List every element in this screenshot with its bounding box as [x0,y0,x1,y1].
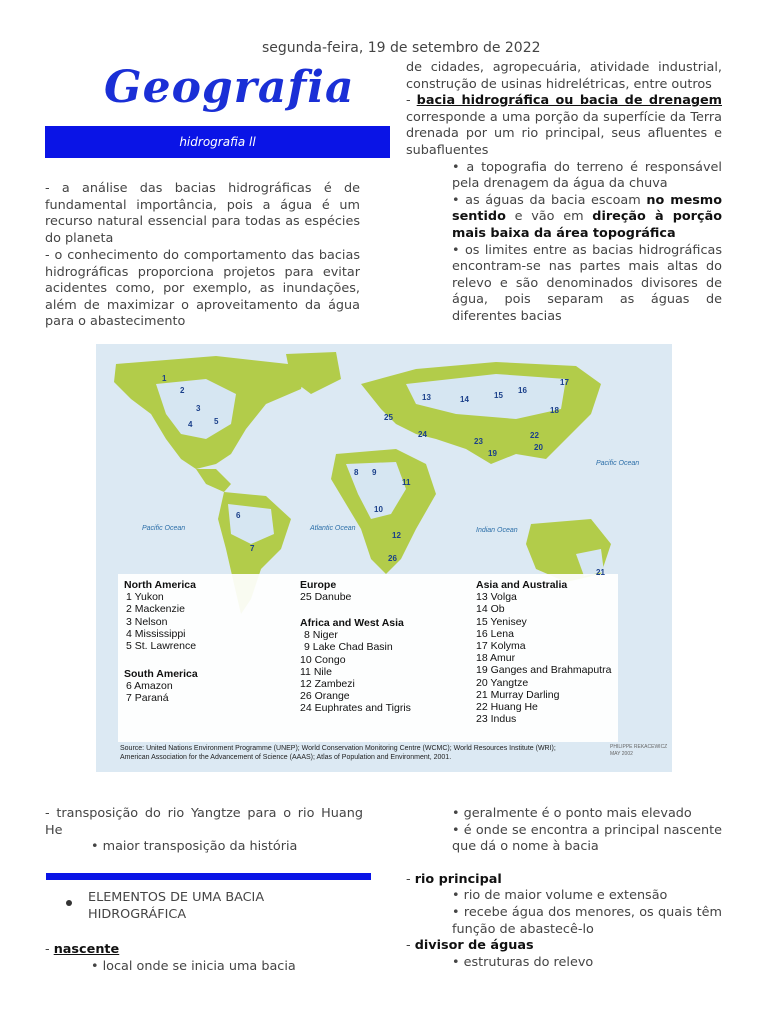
nascente-bullet: • local onde se inicia uma bacia [91,958,296,974]
basin-number: 16 [518,386,527,395]
nascente-term: nascente [53,942,120,957]
world-river-basins-map [96,344,672,772]
basin-number: 22 [530,431,539,440]
elements-heading: ELEMENTOS DE UMA BACIA HIDROGRÁFICA [66,890,306,923]
legend-north-america: North America 1 Yukon 2 Mackenzie 3 Nelson 4 Mississippi 5 St. Lawrence [124,579,197,653]
basin-number: 3 [196,404,201,413]
basin-number: 21 [596,568,605,577]
document-date: segunda-feira, 19 de setembro de 2022 [262,40,541,56]
basin-bullet-1: • a topografia do terreno é responsável pela drenagem da água da chuva [452,159,722,192]
basin-number: 19 [488,449,497,458]
rio-principal: - rio principal [406,871,502,887]
basin-number: 17 [560,378,569,387]
bottom-right-text [406,806,722,971]
divisor-term: divisor de águas [414,938,534,954]
basin-number: 23 [474,437,483,446]
left-paragraph-2: - o conhecimento do comportamento das bacias hidrográficas proporciona projetos para evitar acidentes como, por exemplo, as inundações, além de maximizar o aproveitamento da água para o abastecimento [45,248,360,330]
bottom-left-text [45,806,363,856]
basin-number: 10 [374,505,383,514]
basin-number: 2 [180,386,185,395]
basin-number: 18 [550,406,559,415]
ocean-label: Indian Ocean [476,527,518,534]
rio-bullet-1: • rio de maior volume e extensão [452,888,668,904]
basin-number: 14 [460,395,469,404]
basin-number: 8 [354,468,359,477]
map-source: Source: United Nations Environment Programme (UNEP); World Conservation Monitoring Centre (WCMC); World Resources Institute (WRI); American Association for the Advancement of Science (AAAS); Atlas of Population and Environment, 2001. [120,745,556,761]
basin-number: 15 [494,391,503,400]
legend-europe: Europe 25 Danube [300,579,352,604]
divisor-bullet-1: • estruturas do relevo [452,954,594,970]
basin-number: 26 [388,554,397,563]
divisor-de-aguas: - divisor de águas [406,938,534,954]
basin-number: 6 [236,511,241,520]
basin-bullet-3: • os limites entre as bacias hidrográficas encontram-se nas partes mais altas do relevo e são denominados divisores de água, pois separam as águas de diferentes bacias [452,242,722,324]
map-credit: PHILIPPE REKACEWICZ MAY 2002 [610,744,668,757]
subtitle-banner [45,126,390,158]
ocean-label: Atlantic Ocean [310,525,356,532]
bullet-icon [66,900,72,906]
left-paragraph-1: - a análise das bacias hidrográficas é de fundamental importância, pois a água é um recurso natural essencial para todas as espécies do planeta [45,181,360,246]
section-divider [46,873,371,880]
rio-principal-term: rio principal [414,871,502,887]
nascente-section: - nascente • local onde se inicia uma bacia [45,942,345,975]
nascente-bullet-3: • é onde se encontra a principal nascente que dá o nome à bacia [452,822,722,855]
transposition-bullet: • maior transposição da história [91,839,298,855]
subtitle-text: hidrografia ll [179,135,256,149]
transposition-text: - transposição do rio Yangtze para o rio Huang He [45,806,363,838]
basin-number: 1 [162,374,167,383]
basin-number: 25 [384,413,393,422]
legend-south-america: South America 6 Amazon 7 Paraná [124,668,198,705]
basin-number: 20 [534,443,543,452]
basin-number: 24 [418,430,427,439]
continuation-text: de cidades, agropecuária, atividade industrial, construção de usinas hidrelétricas, entre outros [406,60,722,92]
basin-definition: - bacia hidrográfica ou bacia de drenagem corresponde a uma porção da superfície da Terra drenada por um rio principal, seus afluentes e subafluentes [406,93,723,158]
legend-africa-west-asia: Africa and West Asia 8 Niger 9 Lake Chad Basin 10 Congo 11 Nile 12 Zambezi 26 Orange 24 Euphrates and Tigris [300,617,411,715]
basin-number: 9 [372,468,377,477]
rio-bullet-2: • recebe água dos menores, os quais têm função de abastecê-lo [452,904,722,937]
ocean-label: Pacific Ocean [142,525,186,532]
legend-asia-australia: Asia and Australia 13 Volga 14 Ob 15 Yenisey 16 Lena 17 Kolyma 18 Amur 19 Ganges and Brahmaputra 20 Yangtze 21 Murray Darling 22 Huang He 23 Indus [476,579,612,726]
ocean-label: Pacific Ocean [596,460,640,467]
basin-number: 5 [214,417,219,426]
basin-number: 11 [402,478,411,487]
page-title: Geografia [104,62,355,113]
nascente-bullet-2: • geralmente é o ponto mais elevado [452,806,692,821]
basin-number: 12 [392,531,401,540]
basin-bullet-2: • as águas da bacia escoam no mesmo sentido e vão em direção à porção mais baixa da área topográfica [452,192,722,241]
basin-number: 13 [422,393,431,402]
right-column-top [406,60,722,326]
basin-number: 7 [250,544,255,553]
basin-number: 4 [188,420,193,429]
basin-term: bacia hidrográfica ou bacia de drenagem [416,93,723,109]
